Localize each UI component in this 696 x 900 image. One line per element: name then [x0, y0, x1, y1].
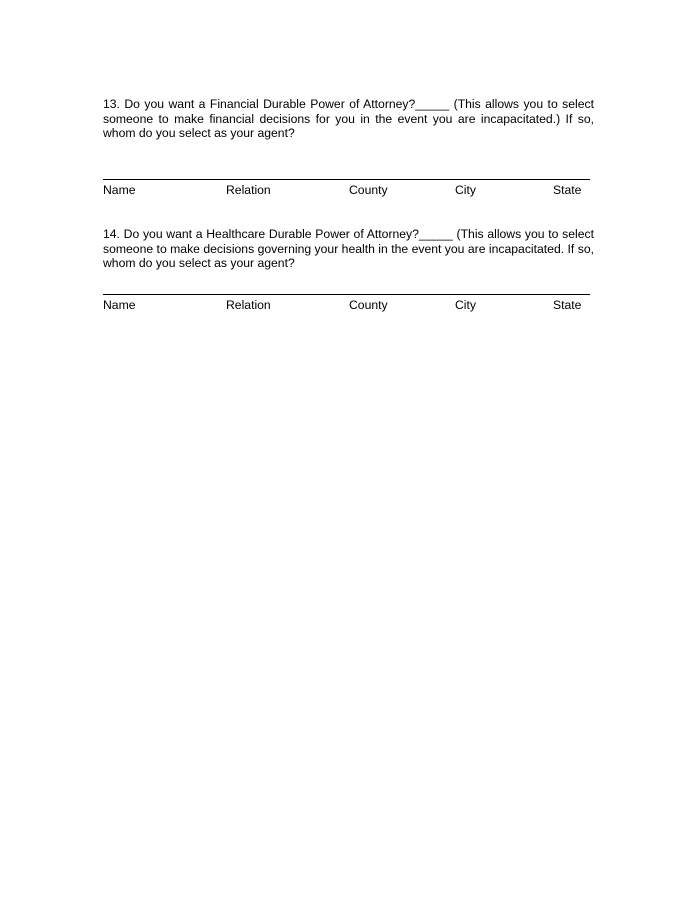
state-label: State — [553, 298, 582, 312]
city-label: City — [455, 183, 476, 197]
name-label: Name — [103, 183, 136, 197]
agent-answer-line-13[interactable] — [103, 179, 590, 180]
agent-answer-line-14[interactable] — [103, 294, 590, 295]
relation-label: Relation — [226, 298, 271, 312]
name-label: Name — [103, 298, 136, 312]
state-label: State — [553, 183, 582, 197]
question-13-text: 13. Do you want a Financial Durable Power of Attorney?_____ (This allows you to select someone to make financial decisions for you in the event you are incapacitated.) If so, whom do you select as your agent? — [103, 97, 594, 140]
county-label: County — [349, 183, 388, 197]
question-14-text: 14. Do you want a Healthcare Durable Power of Attorney?_____ (This allows you to select someone to make decisions governing your health in the event you are incapacitated. If so, whom do you select as your agent? — [103, 227, 594, 270]
agent-field-labels-13 — [103, 182, 593, 198]
city-label: City — [455, 298, 476, 312]
relation-label: Relation — [226, 183, 271, 197]
county-label: County — [349, 298, 388, 312]
agent-field-labels-14 — [103, 297, 593, 313]
